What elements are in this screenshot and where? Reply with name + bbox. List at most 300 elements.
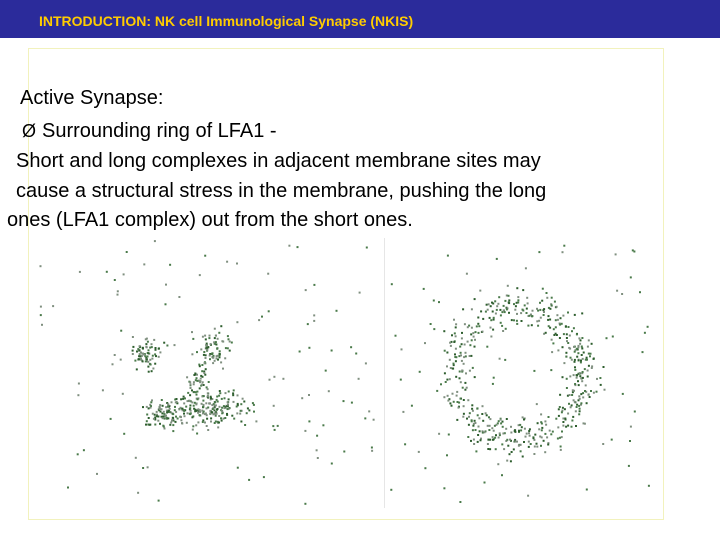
image-dot [570, 357, 572, 359]
image-dot [206, 425, 208, 427]
image-dot [138, 358, 140, 360]
image-dot [532, 310, 534, 312]
image-dot [546, 292, 548, 294]
image-dot [588, 365, 590, 367]
image-dot [521, 320, 523, 322]
image-dot [221, 340, 223, 342]
image-dot [52, 305, 54, 307]
image-dot [509, 439, 511, 441]
image-dot [220, 361, 222, 363]
image-dot [616, 290, 618, 292]
image-dot [531, 315, 533, 317]
image-dot [206, 386, 208, 388]
image-dot [473, 439, 475, 441]
image-dot [567, 312, 569, 314]
image-dot [573, 390, 575, 392]
image-dot [210, 421, 212, 423]
image-dot [474, 420, 476, 422]
image-dot [556, 314, 558, 316]
image-dot [149, 359, 151, 361]
image-dot [190, 410, 192, 412]
image-dot [487, 309, 489, 311]
image-dot [224, 417, 226, 419]
image-dot [622, 393, 624, 395]
image-dot [214, 401, 216, 403]
image-dot [470, 440, 472, 442]
image-dot [508, 302, 510, 304]
image-dot [169, 264, 171, 266]
bullet-line [22, 119, 277, 143]
image-dot [205, 402, 207, 404]
image-dot [503, 448, 505, 450]
image-dot [486, 346, 488, 348]
image-dot [164, 428, 166, 430]
image-dot [465, 372, 467, 374]
image-dot [509, 453, 511, 455]
image-dot [147, 466, 149, 468]
image-dot [459, 371, 461, 373]
image-dot [482, 331, 484, 333]
image-dot [219, 392, 221, 394]
image-dot [151, 346, 153, 348]
image-dot [231, 342, 233, 344]
image-dot [202, 336, 204, 338]
image-dot [212, 362, 214, 364]
image-dot [438, 433, 440, 435]
image-dot [178, 296, 180, 298]
image-dot [581, 337, 583, 339]
image-dot [542, 288, 544, 290]
image-dot [152, 413, 154, 415]
image-dot [593, 392, 595, 394]
image-dot [463, 399, 465, 401]
image-dot [571, 330, 573, 332]
image-dot [540, 317, 542, 319]
image-dot [581, 346, 583, 348]
image-dot [466, 387, 468, 389]
image-dot [538, 320, 540, 322]
image-dot [563, 333, 565, 335]
image-dot [462, 416, 464, 418]
image-dot [489, 317, 491, 319]
image-dot [527, 325, 529, 327]
image-dot [201, 384, 203, 386]
image-dot [209, 358, 211, 360]
image-dot [211, 353, 213, 355]
image-dot [175, 416, 177, 418]
image-dot [226, 413, 228, 415]
image-dot [474, 339, 476, 341]
image-dot [579, 398, 581, 400]
image-dot [536, 320, 538, 322]
image-dot [575, 425, 577, 427]
image-dot [500, 419, 502, 421]
image-dot [176, 401, 178, 403]
image-dot [225, 347, 227, 349]
image-dot [189, 405, 191, 407]
image-dot [537, 422, 539, 424]
image-dot [577, 380, 579, 382]
image-dot [110, 418, 112, 420]
image-dot [582, 396, 584, 398]
image-dot [201, 403, 203, 405]
image-dot [615, 253, 617, 255]
image-dot [500, 422, 502, 424]
image-dot [142, 347, 144, 349]
image-dot [145, 343, 147, 345]
image-dot [193, 381, 195, 383]
image-dot [261, 316, 263, 318]
image-dot [467, 341, 469, 343]
image-dot [443, 487, 445, 489]
image-dot [565, 426, 567, 428]
image-dot [464, 323, 466, 325]
image-dot [140, 351, 142, 353]
image-dot [114, 279, 116, 281]
image-dot [209, 335, 211, 337]
image-dot [183, 396, 185, 398]
image-dot [546, 297, 548, 299]
image-dot [505, 428, 507, 430]
image-dot [184, 397, 186, 399]
image-dot [468, 416, 470, 418]
image-dot [564, 418, 566, 420]
image-dot [142, 406, 144, 408]
image-dot [232, 394, 234, 396]
image-dot [220, 325, 222, 327]
image-dot [475, 450, 477, 452]
image-dot [411, 405, 413, 407]
image-dot [272, 425, 274, 427]
image-dot [494, 437, 496, 439]
image-dot [488, 416, 490, 418]
image-dot [507, 285, 509, 287]
image-dot [78, 383, 80, 385]
image-dot [139, 349, 141, 351]
image-dot [217, 359, 219, 361]
image-dot [490, 327, 492, 329]
image-dot [566, 340, 568, 342]
image-dot [147, 341, 149, 343]
image-dot [569, 335, 571, 337]
image-dot [551, 297, 553, 299]
slide-title: INTRODUCTION: NK cell Immunological Synapse (NKIS) [39, 13, 414, 29]
image-dot [316, 449, 318, 451]
image-dot [547, 444, 549, 446]
image-dot [120, 330, 122, 332]
image-dot [233, 389, 235, 391]
image-dot [174, 409, 176, 411]
image-dot [447, 400, 449, 402]
image-dot [229, 341, 231, 343]
paragraph-line-1: Short and long complexes in adjacent membrane sites may [16, 150, 541, 172]
image-dot [159, 351, 161, 353]
image-dot [472, 429, 474, 431]
image-dot [123, 433, 125, 435]
image-dot [466, 273, 468, 275]
image-dot [565, 352, 567, 354]
image-dot [593, 358, 595, 360]
image-dot [579, 372, 581, 374]
image-dot [462, 387, 464, 389]
image-dot [566, 387, 568, 389]
image-dot [263, 476, 265, 478]
image-dot [493, 430, 495, 432]
image-dot [456, 395, 458, 397]
image-dot [120, 359, 122, 361]
image-dot [186, 422, 188, 424]
image-dot [531, 324, 533, 326]
image-dot [520, 312, 522, 314]
image-dot [452, 368, 454, 370]
image-dot [517, 302, 519, 304]
image-dot [134, 360, 136, 362]
image-dot [500, 314, 502, 316]
image-dot [219, 350, 221, 352]
image-dot [467, 399, 469, 401]
image-dot [526, 433, 528, 435]
image-dot [469, 344, 471, 346]
image-dot [331, 350, 333, 352]
image-dot [169, 424, 171, 426]
image-dot [551, 351, 553, 353]
image-dot [520, 450, 522, 452]
image-dot [191, 353, 193, 355]
image-dot [226, 261, 228, 263]
image-dot [172, 430, 174, 432]
image-dot [117, 290, 119, 292]
image-dot [200, 348, 202, 350]
image-dot [209, 355, 211, 357]
image-dot [157, 416, 159, 418]
image-dot [477, 323, 479, 325]
image-dot [536, 403, 538, 405]
image-dot [304, 503, 306, 505]
image-dot [201, 370, 203, 372]
image-dot [163, 426, 165, 428]
image-dot [521, 426, 523, 428]
image-dot [562, 418, 564, 420]
image-dot [351, 402, 353, 404]
image-dot [197, 412, 199, 414]
image-dot [487, 439, 489, 441]
image-dot [171, 401, 173, 403]
image-dot [495, 448, 497, 450]
image-dot [516, 320, 518, 322]
image-dot [477, 407, 479, 409]
image-dot [159, 404, 161, 406]
image-dot [313, 314, 315, 316]
image-dot [430, 323, 432, 325]
image-dot [336, 310, 338, 312]
image-dot [258, 319, 260, 321]
image-dot [490, 305, 492, 307]
image-dot [582, 371, 584, 373]
image-dot [576, 374, 578, 376]
image-dot [469, 370, 471, 372]
image-dot [528, 441, 530, 443]
image-dot [474, 422, 476, 424]
image-dot [227, 335, 229, 337]
image-dot [205, 338, 207, 340]
image-dot [208, 402, 210, 404]
image-dot [502, 330, 504, 332]
image-dot [506, 308, 508, 310]
image-dot [499, 358, 501, 360]
image-dot [244, 424, 246, 426]
image-dot [555, 333, 557, 335]
image-dot [502, 433, 504, 435]
image-dot [210, 343, 212, 345]
image-dot [478, 426, 480, 428]
image-dot [479, 290, 481, 292]
image-dot [559, 437, 561, 439]
image-dot [460, 354, 462, 356]
image-dot [585, 384, 587, 386]
image-dot [41, 324, 43, 326]
image-dot [578, 405, 580, 407]
image-dot [242, 398, 244, 400]
image-dot [202, 400, 204, 402]
image-dot [644, 332, 646, 334]
image-dot [215, 341, 217, 343]
image-dot [149, 424, 151, 426]
image-dot [248, 479, 250, 481]
image-dot [196, 394, 198, 396]
image-dot [578, 395, 580, 397]
image-dot [140, 358, 142, 360]
image-dot [205, 368, 207, 370]
image-dot [214, 422, 216, 424]
image-dot [471, 404, 473, 406]
image-dot [548, 315, 550, 317]
image-dot [534, 446, 536, 448]
image-dot [498, 437, 500, 439]
image-dot [497, 463, 499, 465]
image-dot [132, 346, 134, 348]
image-dot [206, 345, 208, 347]
image-dot [508, 295, 510, 297]
image-dot [549, 308, 551, 310]
image-dot [214, 409, 216, 411]
image-dot [187, 400, 189, 402]
image-dot [79, 271, 81, 273]
image-dot [518, 431, 520, 433]
image-dot [153, 418, 155, 420]
image-dot [513, 448, 515, 450]
image-dot [148, 407, 150, 409]
image-dot [455, 376, 457, 378]
image-dot [202, 421, 204, 423]
image-dot [581, 348, 583, 350]
image-dot [569, 394, 571, 396]
image-dot [634, 411, 636, 413]
image-dot [460, 381, 462, 383]
image-dot [478, 325, 480, 327]
image-dot [522, 310, 524, 312]
image-dot [199, 409, 201, 411]
image-dot [503, 305, 505, 307]
image-dot [237, 394, 239, 396]
image-dot [561, 431, 563, 433]
image-dot [196, 433, 198, 435]
image-dot [496, 258, 498, 260]
image-dot [438, 301, 440, 303]
image-dot [183, 413, 185, 415]
image-dot [552, 431, 554, 433]
image-dot [456, 391, 458, 393]
image-dot [204, 255, 206, 257]
image-dot [154, 424, 156, 426]
image-dot [596, 391, 598, 393]
image-dot [189, 413, 191, 415]
image-dot [477, 317, 479, 319]
image-dot [187, 392, 189, 394]
image-dot [545, 332, 547, 334]
image-dot [297, 246, 299, 248]
image-dot [390, 489, 392, 491]
image-dot [562, 407, 564, 409]
image-dot [459, 377, 461, 379]
image-dot [219, 406, 221, 408]
image-dot [208, 337, 210, 339]
image-dot [513, 303, 515, 305]
image-dot [304, 430, 306, 432]
left-synapse-image [38, 238, 378, 508]
image-dot [219, 390, 221, 392]
image-dot [227, 408, 229, 410]
image-dot [152, 355, 154, 357]
image-dot [132, 353, 134, 355]
image-dot [559, 324, 561, 326]
image-dot [212, 408, 214, 410]
image-dot [464, 344, 466, 346]
image-dot [454, 332, 456, 334]
image-dot [578, 359, 580, 361]
paragraph-line-3: ones (LFA1 complex) out from the short ones. [7, 209, 413, 231]
image-dot [164, 418, 166, 420]
image-dot [161, 408, 163, 410]
image-dot [562, 251, 564, 253]
image-dot [448, 434, 450, 436]
image-dot [526, 297, 528, 299]
image-dot [148, 352, 150, 354]
image-dot [639, 291, 641, 293]
image-dot [165, 303, 167, 305]
image-dot [580, 339, 582, 341]
image-dot [468, 424, 470, 426]
image-dot [586, 359, 588, 361]
image-dot [525, 267, 527, 269]
image-dot [192, 425, 194, 427]
image-dot [150, 401, 152, 403]
image-dot [493, 377, 495, 379]
image-dot [541, 423, 543, 425]
image-dot [580, 361, 582, 363]
image-dot [579, 343, 581, 345]
image-dot [573, 374, 575, 376]
image-dot [169, 411, 171, 413]
image-dot [504, 300, 506, 302]
image-dot [547, 319, 549, 321]
image-dot [199, 415, 201, 417]
image-dot [629, 440, 631, 442]
image-dot [196, 380, 198, 382]
image-dot [216, 409, 218, 411]
image-dot [480, 439, 482, 441]
image-dot [102, 389, 104, 391]
image-dot [313, 284, 315, 286]
